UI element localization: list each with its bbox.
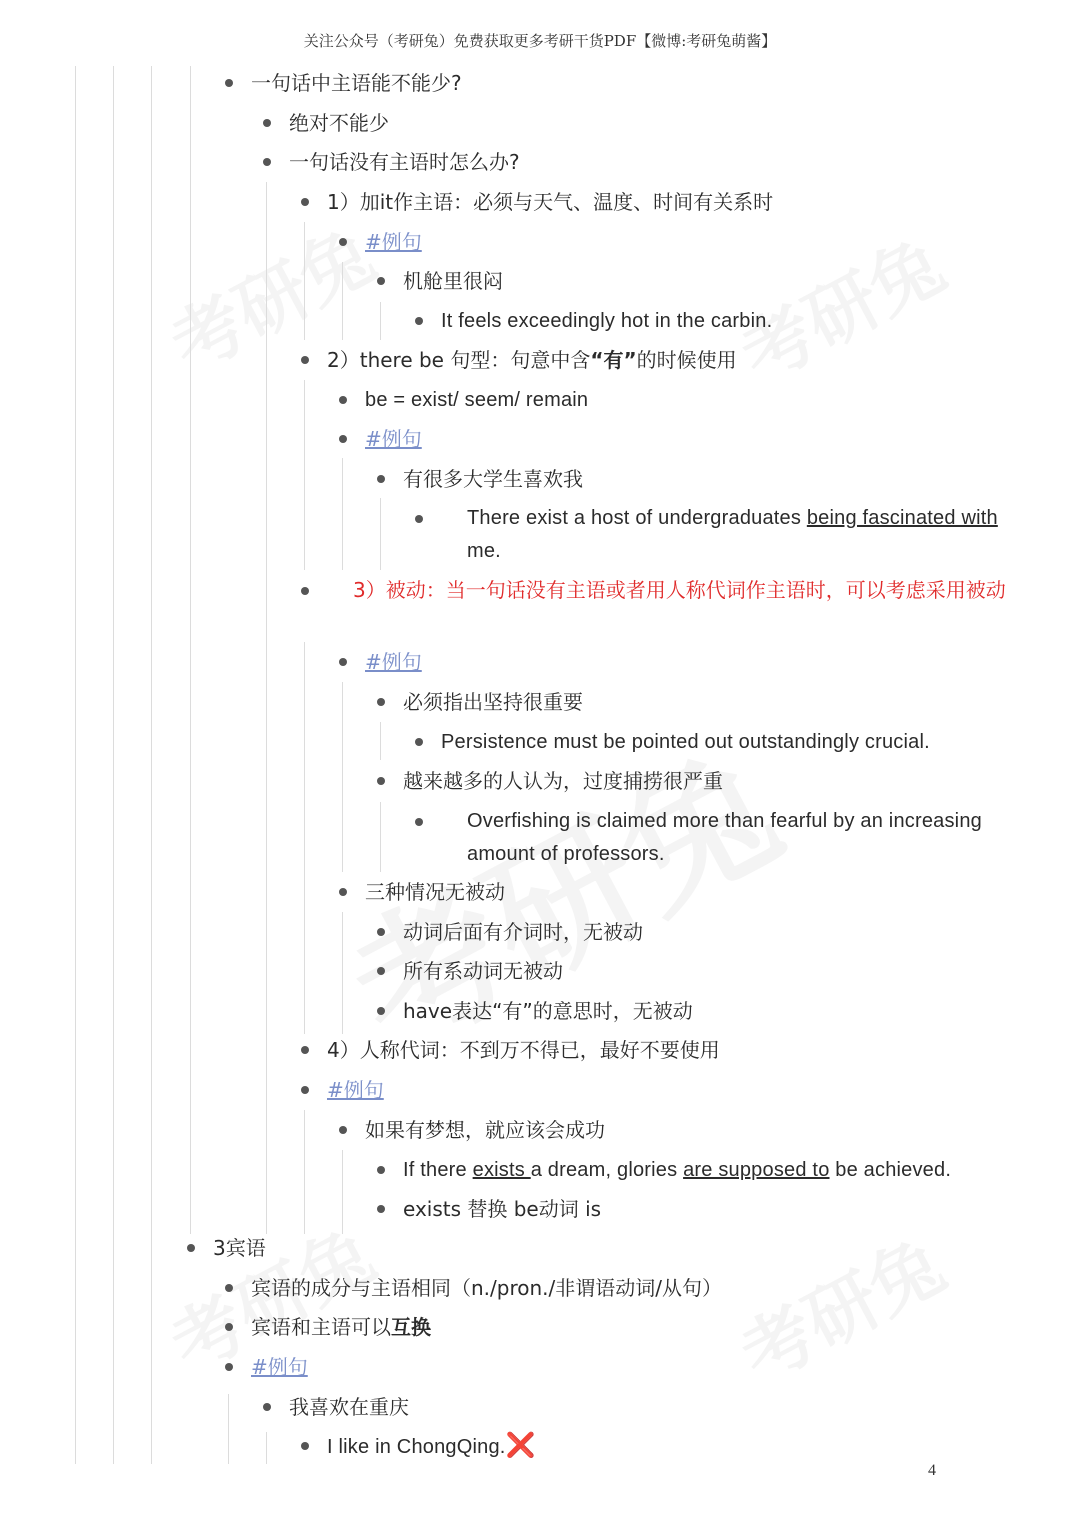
indent-guide (190, 66, 191, 1234)
indent-guide (75, 66, 76, 1464)
item-text (251, 1307, 431, 1347)
indent-guide (342, 458, 343, 570)
text-segment: me. (467, 540, 501, 562)
item-text: be = exist/ seem/ remain (365, 389, 589, 411)
text-segment: If there (403, 1159, 473, 1181)
bullet (225, 1284, 233, 1292)
indent-guide (380, 722, 381, 760)
watermark (720, 1209, 960, 1402)
bullet (415, 317, 423, 325)
item-text (403, 1150, 951, 1190)
indent-guide (304, 222, 305, 340)
indent-guide (151, 66, 152, 1464)
bullet (377, 1205, 385, 1213)
bullet (415, 738, 423, 746)
example-tag-link[interactable]: #例句 (365, 650, 422, 674)
item-text: 三种情况无被动 (365, 880, 505, 904)
example-tag-link[interactable]: #例句 (251, 1355, 308, 1379)
bullet (301, 356, 309, 364)
bullet (339, 238, 347, 246)
bullet (301, 198, 309, 206)
bullet (377, 967, 385, 975)
text-segment: 2）there be 句型：句意中含 (327, 348, 591, 372)
item-text: 我喜欢在重庆 (289, 1395, 409, 1419)
text-segment: be achieved. (829, 1159, 952, 1181)
list-item (415, 502, 1005, 568)
text-segment: a dream, glories (530, 1159, 684, 1181)
item-text: 一句话没有主语时怎么办? (289, 150, 520, 174)
bullet (187, 1244, 195, 1252)
bullet (377, 1166, 385, 1174)
bullet (301, 1442, 309, 1450)
bullet (263, 158, 271, 166)
item-text: 如果有梦想，就应该会成功 (365, 1118, 605, 1142)
item-text: 3宾语 (213, 1236, 266, 1260)
item-text: 3）被动：当一句话没有主语或者用人称代词作主语时，可以考虑采用被动 (353, 578, 1006, 602)
example-tag-link[interactable]: #例句 (365, 230, 422, 254)
page-number: 4 (928, 1462, 936, 1479)
text-segment: 宾语和主语可以 (251, 1315, 391, 1339)
bullet (301, 1046, 309, 1054)
item-text: 越来越多的人认为，过度捕捞很严重 (403, 769, 723, 793)
indent-guide (304, 642, 305, 1034)
list-item (301, 574, 1021, 607)
bullet (301, 587, 309, 595)
bullet (339, 435, 347, 443)
indent-guide (304, 1110, 305, 1234)
underlined-text: exists (472, 1159, 531, 1181)
indent-guide (113, 66, 114, 1464)
item-text: have表达“有”的意思时，无被动 (403, 999, 693, 1023)
bullet (377, 1007, 385, 1015)
indent-guide (342, 912, 343, 1034)
item-text: 动词后面有介词时，无被动 (403, 920, 643, 944)
item-text: It feels exceedingly hot in the carbin. (441, 310, 773, 332)
bullet (339, 396, 347, 404)
item-text: 机舱里很闷 (403, 269, 503, 293)
item-text: Overfishing is claimed more than fearful by an increasing amount of professors. (467, 810, 982, 865)
indent-guide (380, 498, 381, 570)
item-text: 绝对不能少 (289, 111, 389, 135)
bullet (377, 928, 385, 936)
item-text: 必须指出坚持很重要 (403, 690, 583, 714)
text-segment: There exist a host of undergraduates (467, 507, 807, 529)
bullet (339, 888, 347, 896)
bullet (377, 277, 385, 285)
bullet (339, 658, 347, 666)
bullet (225, 79, 233, 87)
item-text (327, 340, 737, 380)
bullet (301, 1086, 309, 1094)
bullet (339, 1126, 347, 1134)
item-text: 1）加it作主语：必须与天气、温度、时间有关系时 (327, 190, 774, 214)
list-item (415, 805, 995, 871)
item-text (467, 502, 1031, 568)
item-text: 有很多大学生喜欢我 (403, 467, 583, 491)
example-tag-link[interactable]: #例句 (365, 427, 422, 451)
indent-guide (342, 682, 343, 872)
text-segment: I like in ChongQing. (327, 1436, 506, 1458)
bullet (225, 1323, 233, 1331)
indent-guide (342, 1150, 343, 1234)
page-header: 关注公众号（考研兔）免费获取更多考研干货PDF【微博:考研兔萌酱】 (303, 32, 777, 50)
bullet (377, 698, 385, 706)
bullet (415, 818, 423, 826)
indent-guide (266, 1432, 267, 1464)
bullet (377, 777, 385, 785)
indent-guide (266, 182, 267, 1234)
item-text (327, 1426, 536, 1467)
bullet (415, 515, 423, 523)
indent-guide (304, 380, 305, 570)
item-text: 4）人称代词：不到万不得已，最好不要使用 (327, 1038, 720, 1062)
bullet (263, 1403, 271, 1411)
indent-guide (342, 262, 343, 340)
bullet (263, 119, 271, 127)
bold-text: “有” (590, 348, 637, 372)
item-text: Persistence must be pointed out outstandingly crucial. (441, 731, 930, 753)
underlined-text: are supposed to (683, 1159, 830, 1181)
indent-guide (380, 302, 381, 340)
example-tag-link[interactable]: #例句 (327, 1078, 384, 1102)
text-segment: 的时候使用 (636, 348, 737, 372)
item-text: 一句话中主语能不能少? (251, 71, 462, 95)
underlined-text: being fascinated with (806, 507, 998, 529)
bold-text: 互换 (391, 1315, 431, 1339)
bullet (225, 1363, 233, 1371)
item-text: 所有系动词无被动 (403, 959, 563, 983)
indent-guide (228, 1394, 229, 1464)
item-text: 宾语的成分与主语相同（n./pron./非谓语动词/从句） (251, 1276, 722, 1300)
item-text: exists 替换 be动词 is (403, 1197, 602, 1221)
cross-mark-icon: ❌ (505, 1432, 536, 1459)
indent-guide (380, 802, 381, 872)
bullet (377, 475, 385, 483)
